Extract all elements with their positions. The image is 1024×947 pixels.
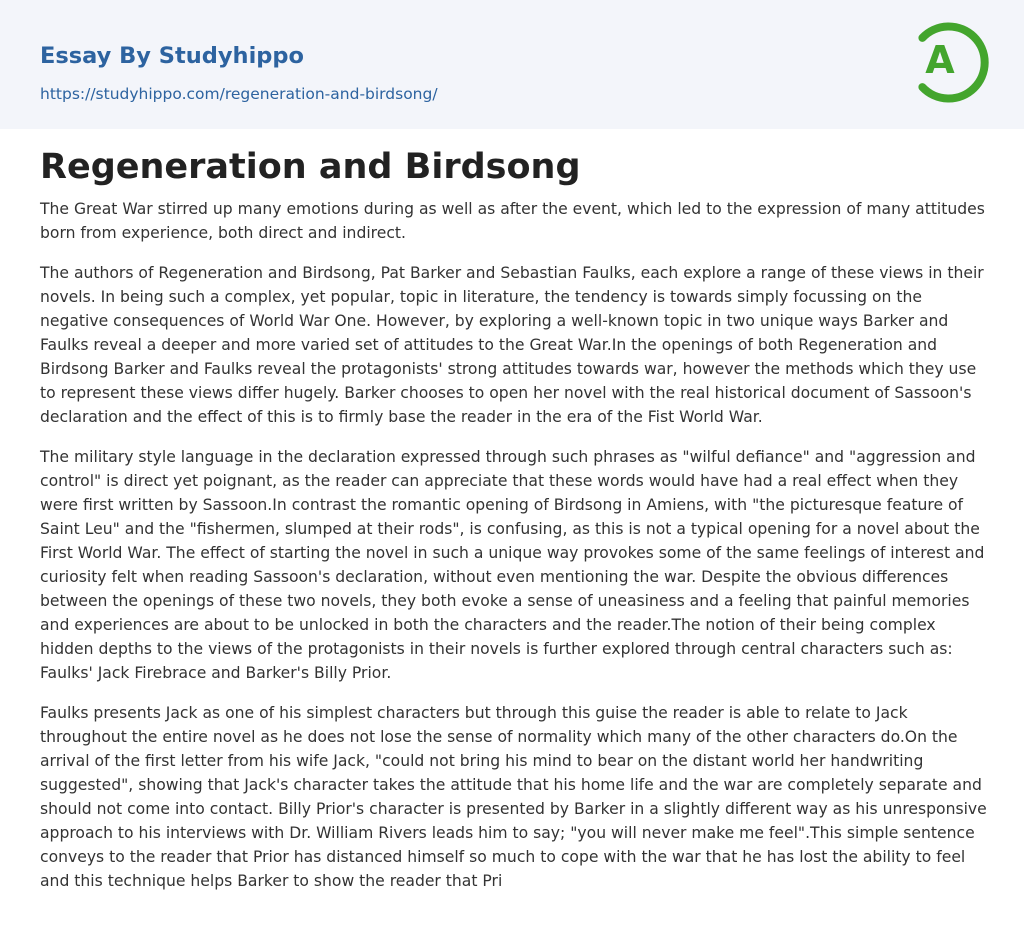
- essay-paragraph: The military style language in the declaration expressed through such phrases as "wilful defiance" and "aggression and control" is direct yet poignant, as the reader can appreciate that these words would have had a real effect when they were first written by Sassoon.In contrast the romantic opening of Birdsong in Amiens, with "the picturesque feature of Saint Leu" and the "fishermen, slumped at their rods", is confusing, as this is not a typical opening for a novel about the First World War. The effect of starting the novel in such a unique way provokes some of the same feelings of interest and curiosity felt when reading Sassoon's declaration, without even mentioning the war. Despite the obvious differences between the openings of these two novels, they both evoke a sense of uneasiness and a feeling that painful memories and experiences are about to be unlocked in both the characters and the reader.The notion of their being complex hidden depths to the views of the protagonists in their novels is further explored through central characters such as: Faulks' Jack Firebrace and Barker's Billy Prior.: [40, 448, 985, 682]
- essay-url-link[interactable]: https://studyhippo.com/regeneration-and-birdsong/: [40, 85, 438, 103]
- essay-content: [40, 143, 990, 909]
- essay-paragraph: The Great War stirred up many emotions during as well as after the event, which led to the expression of many attitudes born from experience, both direct and indirect.: [40, 200, 985, 242]
- page-title: Regeneration and Birdsong: [40, 147, 581, 187]
- essay-paragraph: Faulks presents Jack as one of his simplest characters but through this guise the reader is able to relate to Jack throughout the entire novel as he does not lose the sense of normality which many of the other characters do.On the arrival of the first letter from his wife Jack, "could not bring his mind to bear on the distant world her handwriting suggested", showing that Jack's character takes the attitude that his home life and the war are completely separate and should not come into contact. Billy Prior's character is presented by Barker in a slightly different way as his unresponsive approach to his interviews with Dr. William Rivers leads him to say; "you will never make me feel".This simple sentence conveys to the reader that Prior has distanced himself so much to cope with the war that he has lost the ability to feel and this technique helps Barker to show the reader that Pri: [40, 704, 987, 890]
- essay-paragraph: The authors of Regeneration and Birdsong, Pat Barker and Sebastian Faulks, each explore a range of these views in their novels. In being such a complex, yet popular, topic in literature, the tendency is towards simply focussing on the negative consequences of World War One. However, by exploring a well-known topic in two unique ways Barker and Faulks reveal a deeper and more varied set of attitudes to the Great War.In the openings of both Regeneration and Birdsong Barker and Faulks reveal the protagonists' strong attitudes towards war, however the methods which they use to represent these views differ hugely. Barker chooses to open her novel with the real historical document of Sassoon's declaration and the effect of this is to firmly base the reader in the era of the Fist World War.: [40, 264, 984, 426]
- site-brand-title: Essay By Studyhippo: [40, 43, 304, 69]
- site-header: [0, 0, 1024, 129]
- studyhippo-logo[interactable]: [907, 17, 989, 107]
- logo-letter: A: [925, 38, 955, 82]
